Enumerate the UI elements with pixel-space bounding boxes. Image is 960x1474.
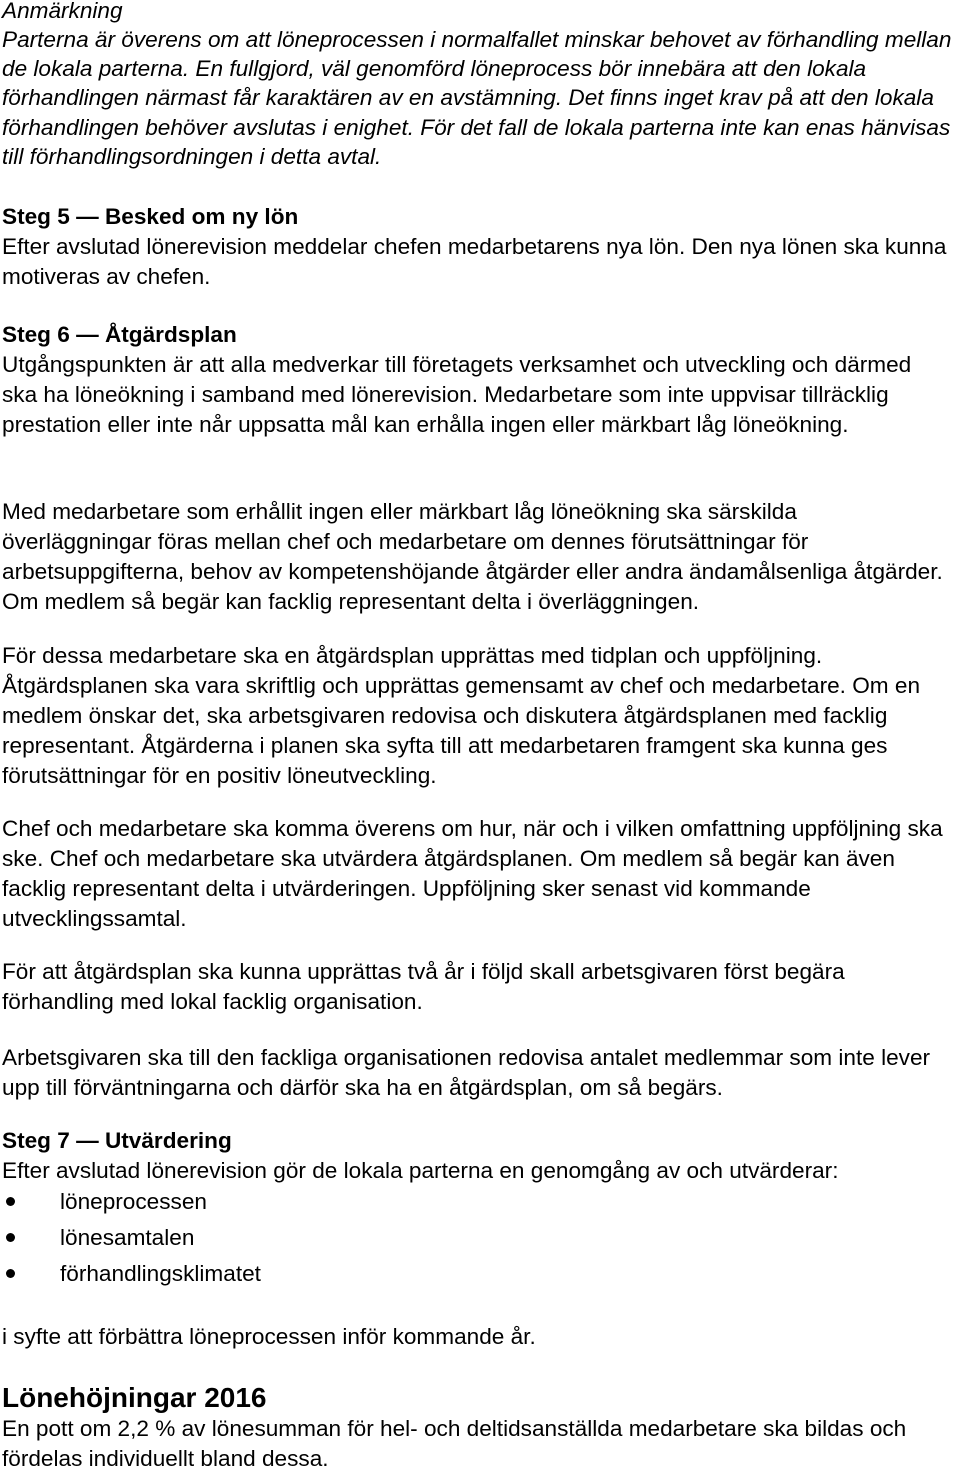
list-item-label: löneprocessen (60, 1189, 207, 1214)
steg7-bullet-list (2, 1187, 261, 1295)
bullet-icon (6, 1233, 15, 1242)
steg6-paragraph-5: För att åtgärdsplan ska kunna upprättas två år i följd skall arbetsgivaren först begära förhandling med lokal facklig organisation. (2, 959, 845, 1014)
steg6-paragraph-4: Chef och medarbetare ska komma överens om hur, när och i vilken omfattning uppföljning ska ske. Chef och medarbetare ska utvärdera åtgärdsplanen. Om medlem så begär kan även facklig representant delta i utvärderingen. Uppföljning sker senast vid kommande utvecklingssamtal. (2, 816, 943, 931)
steg6-paragraph-1: Utgångspunkten är att alla medverkar till företagets verksamhet och utveckling och därmed ska ha löneökning i samband med lönerevision. Medarbetare som inte uppvisar tillräcklig prestation eller inte når uppsatta mål kan erhålla ingen eller märkbart låg löneökning. (2, 352, 912, 437)
anmarkning-text: Parterna är överens om att löneprocessen i normalfallet minskar behovet av förhandling mellan de lokala parterna. En fullgjord, väl genomförd löneprocess bör innebära att den lokala förhandlingen närmast får karaktären av en avstämning. Det finns inget krav på att den lokala förhandlingen behöver avslutas i enighet. För det fall de lokala parterna inte kan enas hänvisas till förhandlingsordningen i detta avtal. (2, 27, 952, 169)
list-item-label: förhandlingsklimatet (60, 1261, 261, 1286)
steg6-paragraph-3: För dessa medarbetare ska en åtgärdsplan upprättas med tidplan och uppföljning. Åtgärdsplanen ska vara skriftlig och upprättas gemensamt av chef och medarbetare. Om en medlem önskar det, ska arbetsgivaren redovisa och diskutera åtgärdsplanen med facklig representant. Åtgärderna i planen ska syfta till att medarbetaren framgent ska kunna ges förutsättningar för en positiv löneutveckling. (2, 643, 921, 788)
steg6-paragraph-6: Arbetsgivaren ska till den fackliga organisationen redovisa antalet medlemmar som inte lever upp till förväntningarna och därför ska ha en åtgärdsplan, om så begärs. (2, 1045, 931, 1100)
steg5-heading: Steg 5 — Besked om ny lön (2, 204, 299, 229)
steg6-heading: Steg 6 — Åtgärdsplan (2, 322, 237, 347)
bullet-icon (6, 1197, 15, 1206)
list-item-label: lönesamtalen (60, 1225, 195, 1250)
steg7-intro: Efter avslutad lönerevision gör de lokala parterna en genomgång av och utvärderar: (2, 1158, 839, 1183)
list-item (2, 1223, 261, 1259)
lonehojningar-text: En pott om 2,2 % av lönesumman för hel- och deltidsanställda medarbetare ska bildas och fördelas individuellt bland dessa. (2, 1416, 907, 1471)
list-item (2, 1259, 261, 1295)
steg5-text: Efter avslutad lönerevision meddelar chefen medarbetarens nya lön. Den nya lönen ska kunna motiveras av chefen. (2, 234, 947, 289)
steg7-heading: Steg 7 — Utvärdering (2, 1128, 232, 1153)
anmarkning-heading: Anmärkning (2, 0, 123, 23)
steg6-paragraph-2: Med medarbetare som erhållit ingen eller märkbart låg löneökning ska särskilda överläggningar föras mellan chef och medarbetare om dennes förutsättningar för arbetsuppgifterna, behov av kompetenshöjande åtgärder eller andra ändamålsenliga åtgärder. Om medlem så begär kan facklig representant delta i överläggningen. (2, 499, 943, 614)
list-item (2, 1187, 261, 1223)
lonehojningar-heading: Lönehöjningar 2016 (2, 1382, 267, 1413)
steg7-outro: i syfte att förbättra löneprocessen inför kommande år. (2, 1324, 536, 1349)
bullet-icon (6, 1269, 15, 1278)
